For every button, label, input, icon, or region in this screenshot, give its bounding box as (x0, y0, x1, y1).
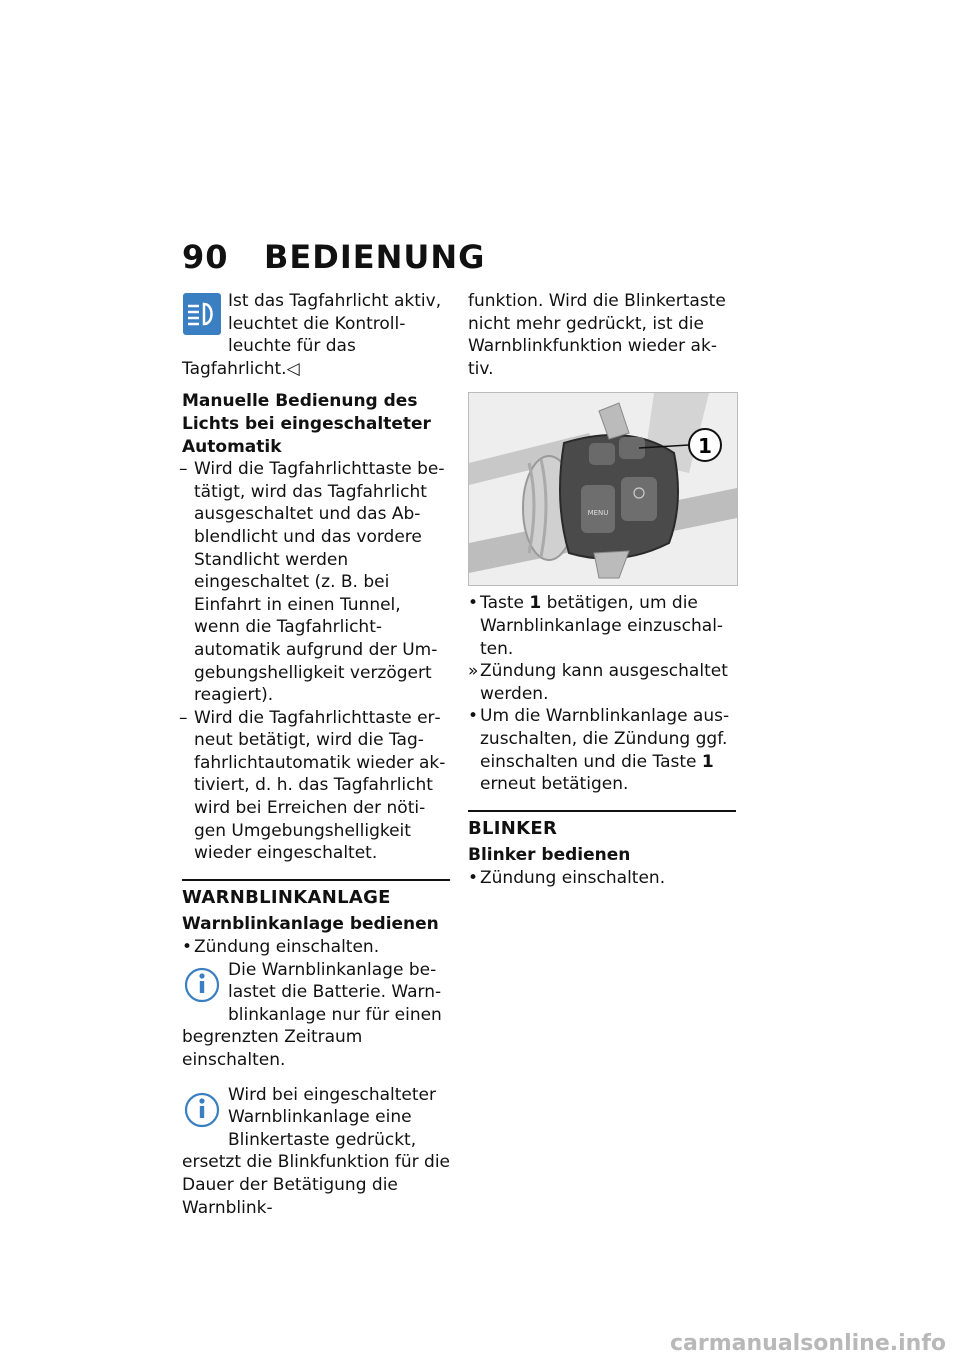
handlebar-switch-figure (468, 392, 738, 586)
list-item-text: Zündung einschalten. (480, 867, 666, 888)
daylight-indicator-icon (182, 292, 222, 336)
step-text: erneut betätigen. (480, 774, 629, 795)
step-key-ref: 1 (701, 751, 714, 772)
step-text: betätigen, um die Warnblinkanlage einzuschalten. (480, 593, 724, 659)
daylight-note (182, 290, 450, 380)
step-marker: • (468, 593, 479, 614)
daylight-note-text: Ist das Tagfahrlicht aktiv, leuchtet die Kontrollleuchte für das Tagfahrlicht.◁ (182, 291, 442, 379)
list-item (179, 707, 450, 865)
info-icon (182, 1086, 222, 1130)
step-text: Um die Warnblinkanlage auszuschalten, die Zündung ggf. einschalten und die Taste (480, 706, 730, 772)
section-title: BLINKER (468, 817, 558, 839)
chapter-title: BEDIENUNG (264, 238, 486, 276)
section-warnblinkanlage (182, 879, 450, 910)
list-item (468, 592, 736, 660)
list-item (179, 458, 450, 707)
section-title: WARNBLINKANLAGE (182, 886, 391, 908)
section-blinker (468, 810, 736, 841)
info-icon (182, 961, 222, 1005)
info-note (182, 959, 450, 1072)
page-number: 90 (182, 238, 229, 276)
info-note-text: Wird bei eingeschalteter Warnblinkanlage eine Blinkertaste gedrückt, ersetzt die Blinkfunktion für die Dauer der Betätigung die Warnblink- (182, 1084, 450, 1218)
list-item (468, 705, 736, 795)
watermark: carmanualsonline.info (670, 1331, 946, 1356)
page-header (182, 238, 485, 276)
step-key-ref: 1 (529, 593, 542, 614)
menu-button-label: MENU (587, 509, 609, 518)
list-item (468, 660, 736, 705)
step-marker: » (468, 661, 479, 682)
list-item-text: Wird die Tagfahrlichttaste betätigt, wird das Tagfahrlicht ausgeschaltet und das Abblendlicht und das vordere Standlicht werden eingeschaltet (z. B. bei Einfahrt in einen Tunnel, wenn die Tagfahrlichtautomatik aufgrund der Umgebungshelligkeit verzögert reagiert). (194, 459, 445, 706)
list-item (182, 936, 450, 959)
manual-light-heading: Manuelle Bedienung des Lichts bei eingeschalteter Automatik (182, 391, 431, 457)
figure-callout-1: 1 (698, 434, 712, 459)
step-text: Zündung kann ausgeschaltet werden. (480, 661, 728, 704)
continued-text: funktion. Wird die Blinkertaste nicht mehr gedrückt, ist die Warnblinkfunktion wieder aktiv. (468, 291, 726, 379)
dash-marker: – (179, 707, 188, 728)
footer (0, 1322, 960, 1362)
sub-heading: Blinker bedienen (468, 845, 631, 866)
dash-marker: – (179, 459, 188, 480)
list-item (468, 867, 736, 890)
left-column (179, 290, 450, 1219)
info-note-text: Die Warnblinkanlage belastet die Batterie. Warnblinkanlage nur für einen begrenzten Zeitraum einschalten. (182, 959, 442, 1070)
list-item-text: Zündung einschalten. (194, 937, 380, 958)
step-text: Taste (480, 593, 530, 614)
right-column (468, 290, 736, 890)
sub-heading: Warnblinkanlage bedienen (182, 914, 439, 935)
bullet-marker: • (468, 867, 479, 888)
info-note (182, 1084, 450, 1220)
bullet-marker: • (182, 937, 193, 958)
list-item-text: Wird die Tagfahrlichttaste erneut betätigt, wird die Tagfahrlichtautomatik wieder aktiviert, d. h. das Tagfahrlicht wird bei Erreichen der nötigen Umgebungshelligkeit wieder eingeschaltet. (194, 707, 446, 864)
step-marker: • (468, 706, 479, 727)
